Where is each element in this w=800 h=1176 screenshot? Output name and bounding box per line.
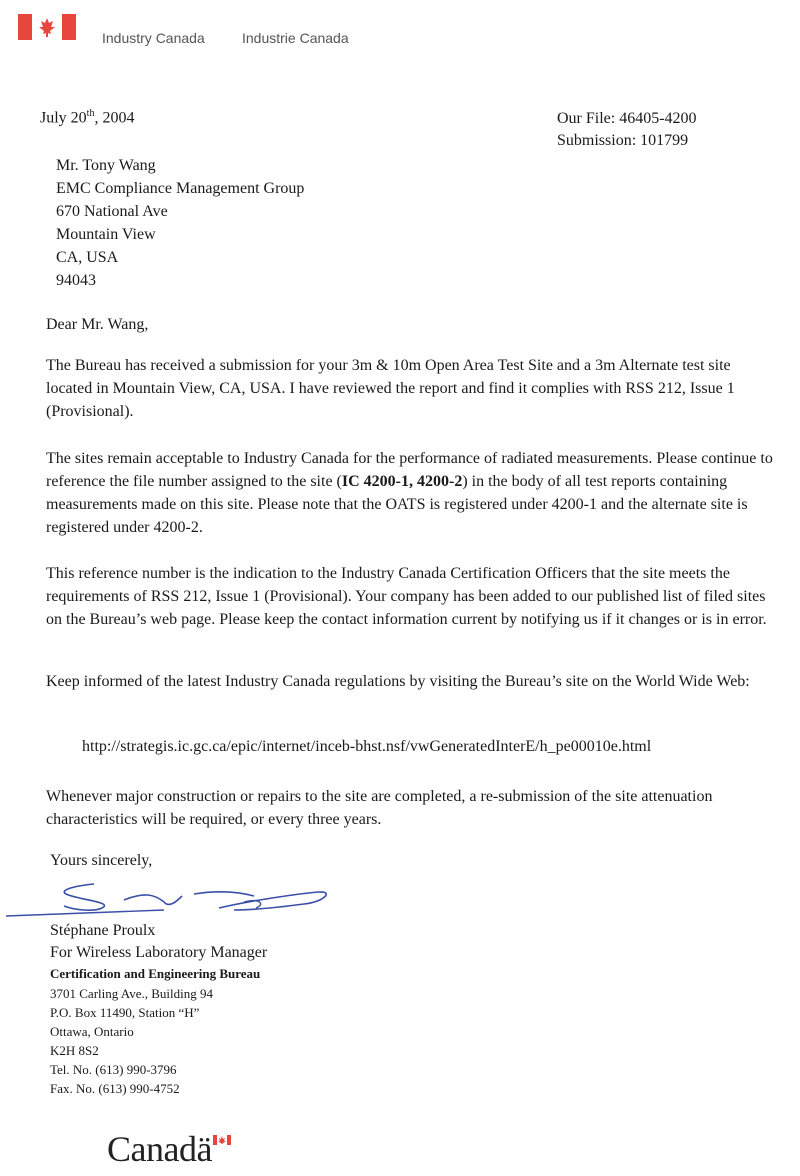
- bureau-address-line: P.O. Box 11490, Station “H”: [50, 1005, 200, 1020]
- bureau-address-line: 3701 Carling Ave., Building 94: [50, 986, 213, 1001]
- recipient-city: Mountain View: [56, 226, 156, 243]
- bureau-fax: Fax. No. (613) 990-4752: [50, 1081, 180, 1096]
- file-reference: [557, 108, 697, 152]
- bureau-name: Certification and Engineering Bureau: [50, 966, 261, 981]
- letter-date: July 20th, 2004: [40, 108, 135, 127]
- bureau-address-line: Ottawa, Ontario: [50, 1024, 134, 1039]
- recipient-company: EMC Compliance Management Group: [56, 180, 305, 197]
- bureau-postal-code: K2H 8S2: [50, 1043, 99, 1058]
- signatory-title: For Wireless Laboratory Manager: [50, 944, 268, 961]
- site-registration-numbers: IC 4200-1, 4200-2: [341, 473, 463, 490]
- recipient-street: 670 National Ave: [56, 203, 168, 220]
- body-paragraph: Keep informed of the latest Industry Canada regulations by visiting the Bureau’s site on the World Wide Web:: [46, 673, 750, 690]
- bureau-telephone: Tel. No. (613) 990-3796: [50, 1062, 177, 1077]
- submission-number: Submission: 101799: [557, 132, 689, 149]
- signatory-name: Stéphane Proulx: [50, 922, 156, 939]
- body-paragraph: This reference number is the indication to the Industry Canada Certification Officers that the site meets the requirements of RSS 212, Issue 1 (Provisional). Your company has been added to our published list of filed sites on the Bureau’s web page. Please keep the contact information current by notifying us if it changes or is in error.: [46, 565, 767, 628]
- body-paragraph: The Bureau has received a submission for your 3m & 10m Open Area Test Site and a 3m Alternate test site located in Mountain View, CA, USA. I have reviewed the report and find it complies with RSS 212, Issue 1 (Provisional).: [46, 357, 735, 420]
- canada-wordmark-flag-icon: [213, 1135, 231, 1145]
- closing: Yours sincerely,: [50, 852, 153, 869]
- canada-flag-icon: [18, 14, 76, 40]
- bureau-website-url: http://strategis.ic.gc.ca/epic/internet/inceb-bhst.nsf/vwGeneratedInterE/h_pe00010e.html: [82, 738, 652, 755]
- letterhead: [18, 14, 618, 44]
- body-paragraph: Whenever major construction or repairs to the site are completed, a re-submission of the site attenuation characteristics will be required, or every three years.: [46, 788, 713, 828]
- recipient-address: [56, 154, 304, 292]
- handwritten-signature-icon: [4, 872, 344, 924]
- canada-wordmark: Canadä: [107, 1129, 212, 1169]
- recipient-zip: 94043: [56, 272, 96, 289]
- salutation: Dear Mr. Wang,: [46, 316, 149, 333]
- department-name-english: Industry Canada: [102, 30, 205, 46]
- recipient-state: CA, USA: [56, 249, 119, 266]
- file-number: Our File: 46405-4200: [557, 110, 697, 127]
- department-name-french: Industrie Canada: [242, 30, 349, 46]
- recipient-name: Mr. Tony Wang: [56, 157, 156, 174]
- body-paragraph: The sites remain acceptable to Industry Canada for the performance of radiated measurements. Please continue to reference the file number assigned to the site (IC 4200-1, 4200-2) in the body of all test reports containing measurements made on this site. Please note that the OATS is registered under 4200-1 and the alternate site is registered under 4200-2.: [46, 450, 773, 536]
